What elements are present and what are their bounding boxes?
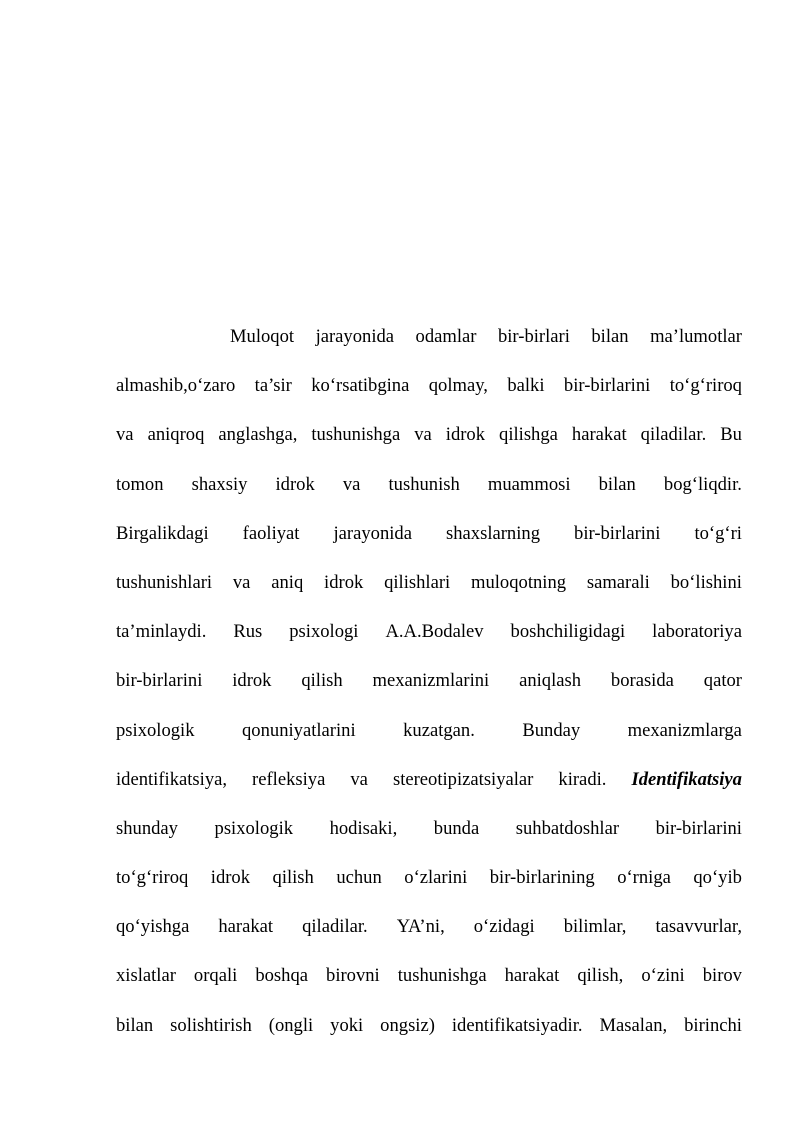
word: A.A.Bodalev — [385, 621, 484, 643]
word: idrok — [275, 473, 315, 495]
word: o‘rniga — [617, 867, 671, 889]
word: bir-birlarining — [489, 867, 595, 889]
word: kuzatgan. — [403, 719, 475, 741]
word: qilish — [272, 867, 314, 889]
word: hodisaki, — [329, 817, 398, 839]
text-line — [116, 908, 742, 957]
word: bir-birlari — [497, 326, 570, 347]
word: bir-birlarini — [116, 670, 203, 692]
word: bo‘lishini — [670, 571, 742, 593]
text-line — [116, 810, 742, 859]
word: psixologik — [116, 719, 195, 741]
word: bog‘liqdir. — [663, 473, 742, 495]
word: laboratoriya — [652, 621, 742, 643]
word: shaxslarning — [446, 522, 540, 544]
paragraph — [116, 318, 742, 1056]
word: ma’lumotlar — [650, 326, 742, 347]
word: qonuniyatlarini — [242, 719, 356, 741]
text-line — [116, 613, 742, 662]
word: yoki — [330, 1014, 364, 1036]
text-line — [116, 1007, 742, 1056]
word: o‘zidagi — [473, 916, 535, 938]
word: stereotipizatsiyalar — [392, 768, 534, 790]
word: o‘zini — [641, 965, 685, 987]
word: bilan — [598, 473, 636, 495]
word: idrok — [445, 424, 486, 446]
word: muammosi — [487, 473, 571, 495]
word: ongsiz) — [380, 1014, 435, 1036]
word: o‘zlarini — [404, 867, 468, 889]
word: harakat — [504, 965, 560, 987]
word: to‘g‘riroq — [669, 375, 742, 397]
word: Muloqot — [230, 326, 295, 347]
word: Bu — [720, 424, 742, 446]
word: ko‘rsatibgina — [311, 375, 410, 397]
word: boshchiligidagi — [510, 621, 626, 643]
word: psixologi — [289, 621, 359, 643]
word: qiladilar. — [302, 916, 368, 938]
word: tushunishlari — [116, 571, 213, 593]
word: harakat — [218, 916, 274, 938]
word: muloqotning — [471, 571, 567, 593]
word: almashib,o‘zaro — [116, 375, 236, 397]
word: jarayonida — [315, 326, 395, 347]
word: aniq — [271, 571, 304, 593]
text-line — [116, 367, 742, 416]
word: psixologik — [214, 817, 294, 839]
word: kiradi. — [558, 768, 607, 790]
word: Birgalikdagi — [116, 522, 209, 544]
word: bilimlar, — [563, 916, 627, 938]
word: tushunish — [388, 473, 460, 495]
word: suhbatdoshlar — [515, 817, 620, 839]
text-line — [116, 318, 742, 367]
word: solishtirish — [170, 1014, 252, 1036]
word: xislatlar — [116, 965, 176, 987]
text-line — [116, 859, 742, 908]
word: birinchi — [684, 1014, 742, 1036]
word: qilish, — [577, 965, 624, 987]
word: harakat — [571, 424, 627, 446]
word: uchun — [336, 867, 382, 889]
text-line — [116, 957, 742, 1006]
word: tasavvurlar, — [655, 916, 742, 938]
word: va — [414, 424, 432, 446]
word: balki — [507, 375, 545, 397]
word: to‘g‘riroq — [116, 867, 189, 889]
word: bilan — [591, 326, 629, 347]
word: ta’sir — [254, 375, 292, 397]
word: va — [342, 473, 361, 495]
word: (ongli — [268, 1014, 314, 1036]
word: birov — [702, 965, 742, 987]
word: bir-birlarini — [563, 375, 651, 397]
word: shaxsiy — [191, 473, 248, 495]
word: mexanizmlarini — [372, 670, 490, 692]
word: bilan — [116, 1014, 154, 1036]
text-line — [116, 416, 742, 465]
word: idrok — [210, 867, 251, 889]
word: Bunday — [522, 719, 581, 741]
word: identifikatsiyadir. — [451, 1014, 583, 1036]
word: odamlar — [415, 326, 477, 347]
word: identifikatsiya, — [116, 768, 228, 790]
word: YA’ni, — [396, 916, 445, 938]
word: qo‘yib — [693, 867, 742, 889]
word: faoliyat — [242, 522, 300, 544]
word: borasida — [610, 670, 674, 692]
word: idrok — [232, 670, 272, 692]
word: boshqa — [255, 965, 308, 987]
word: Rus — [233, 621, 263, 643]
word: bir-birlarini — [655, 817, 742, 839]
word: orqali — [193, 965, 238, 987]
text-line — [116, 761, 742, 810]
word: qilish — [301, 670, 343, 692]
word: va — [350, 768, 368, 790]
word: tushunishga — [311, 424, 401, 446]
word: qiladilar. — [640, 424, 707, 446]
word: ta’minlaydi. — [116, 621, 207, 643]
word: qator — [703, 670, 742, 692]
text-line — [116, 662, 742, 711]
word: refleksiya — [252, 768, 326, 790]
word: qolmay, — [428, 375, 488, 397]
word: jarayonida — [333, 522, 412, 544]
word: aniqlash — [519, 670, 582, 692]
word: samarali — [586, 571, 650, 593]
word: to‘g‘ri — [694, 522, 742, 544]
word: tushunishga — [397, 965, 487, 987]
word: bir-birlarini — [574, 522, 661, 544]
word: anglashga, — [218, 424, 298, 446]
word: qo‘yishga — [116, 916, 190, 938]
word: shunday — [116, 817, 178, 839]
word: Masalan, — [599, 1014, 668, 1036]
word: tomon — [116, 473, 164, 495]
word: va — [116, 424, 134, 446]
word: birovni — [326, 965, 380, 987]
word: idrok — [324, 571, 364, 593]
word: mexanizmlarga — [627, 719, 742, 741]
word: va — [232, 571, 251, 593]
word: bunda — [433, 817, 480, 839]
word: qilishlari — [384, 571, 451, 593]
word: aniqroq — [147, 424, 205, 446]
word: qilishga — [499, 424, 558, 446]
text-line — [116, 712, 742, 761]
text-line — [116, 466, 742, 515]
text-line — [116, 515, 742, 564]
term-identifikatsiya: Identifikatsiya — [631, 768, 742, 790]
text-line — [116, 564, 742, 613]
